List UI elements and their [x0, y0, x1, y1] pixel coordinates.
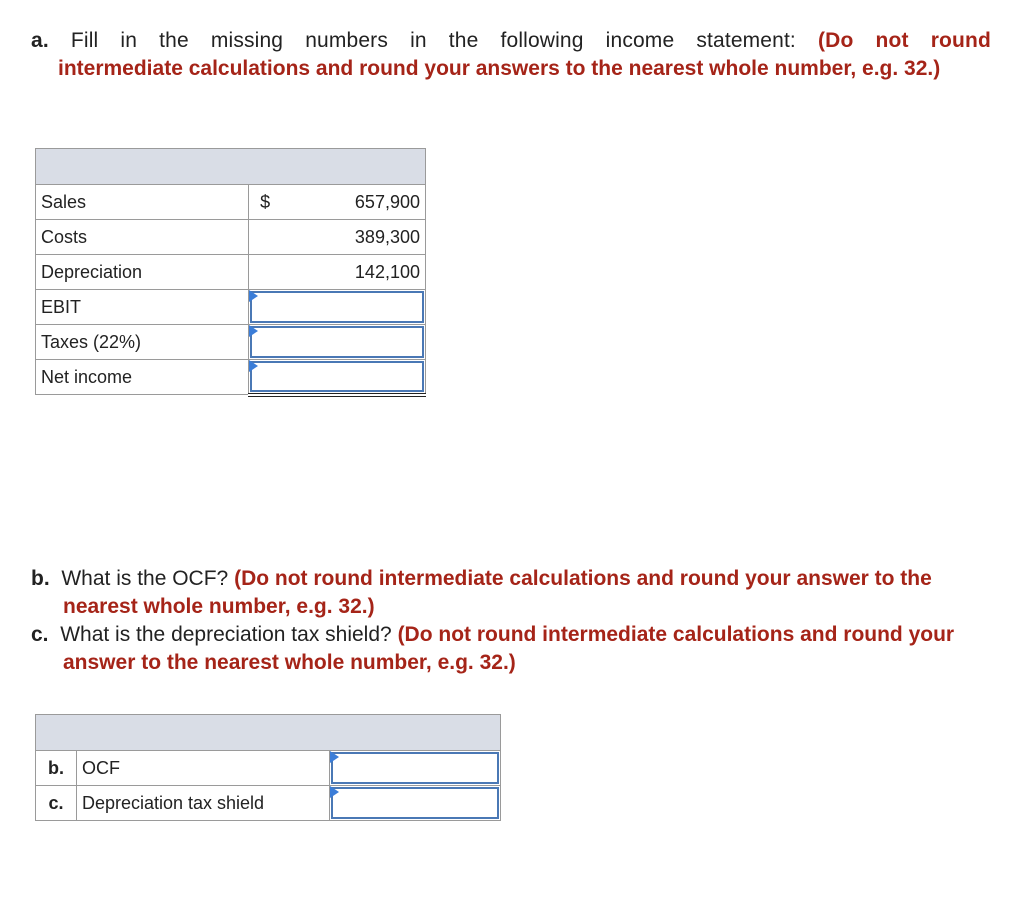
row-label: Depreciation: [36, 255, 249, 290]
row-value: 142,100: [281, 255, 426, 290]
tax-shield-input-box: [331, 787, 499, 819]
table-row-ocf: [36, 751, 501, 786]
table-header: [36, 715, 501, 751]
question-a-instruction-start: (Do not round: [818, 29, 991, 52]
row-label: OCF: [76, 751, 329, 786]
input-marker-icon: [330, 751, 339, 763]
row-label: Depreciation tax shield: [76, 786, 329, 821]
question-c: [31, 621, 971, 677]
currency-cell: [249, 220, 281, 255]
question-c-letter: c.: [31, 623, 49, 646]
question-b-letter: b.: [31, 567, 50, 590]
input-marker-icon: [330, 786, 339, 798]
row-value: 657,900: [281, 185, 426, 220]
answers-table: [35, 714, 501, 821]
question-c-block: [31, 621, 971, 677]
input-marker-icon: [249, 325, 258, 337]
input-marker-icon: [249, 360, 258, 372]
net-income-input-box: [250, 361, 424, 392]
question-a-letter: a.: [31, 29, 49, 52]
table-row-taxes: [36, 325, 426, 360]
question-a-line1: [31, 27, 991, 55]
table-header-cell: [36, 149, 426, 185]
tax-shield-input[interactable]: [333, 789, 497, 817]
taxes-input[interactable]: [252, 328, 422, 356]
question-a: [31, 27, 991, 83]
ebit-input[interactable]: [252, 293, 422, 321]
question-c-instruction: (Do not round intermediate calculations and round your answer to the nearest whole number, e.g. 32.): [63, 623, 955, 674]
question-b-text: What is the OCF?: [61, 567, 229, 590]
question-a-text: Fill in the missing numbers in the following income statement:: [70, 29, 796, 52]
ebit-input-box: [250, 291, 424, 323]
taxes-input-box: [250, 326, 424, 358]
ocf-input-box: [331, 752, 499, 784]
row-label: Net income: [36, 360, 249, 395]
ocf-input-cell: [329, 751, 500, 786]
row-label: Sales: [36, 185, 249, 220]
table-header-cell: [36, 715, 501, 751]
table-row-ebit: [36, 290, 426, 325]
ocf-input[interactable]: [333, 754, 497, 782]
input-marker-icon: [249, 290, 258, 302]
row-letter: c.: [36, 786, 77, 821]
taxes-input-cell: [249, 325, 426, 360]
tax-shield-input-cell: [329, 786, 500, 821]
table-row-net-income: [36, 360, 426, 395]
row-label: Taxes (22%): [36, 325, 249, 360]
table-row-tax-shield: [36, 786, 501, 821]
question-a-instruction: intermediate calculations and round your answers to the nearest whole number, e.g. 32.): [58, 57, 941, 80]
row-label: Costs: [36, 220, 249, 255]
row-value: 389,300: [281, 220, 426, 255]
table-header: [36, 149, 426, 185]
ebit-input-cell: [249, 290, 426, 325]
income-statement-table: [35, 148, 426, 397]
currency-cell: [249, 255, 281, 290]
table-row-costs: [36, 220, 426, 255]
row-letter: b.: [36, 751, 77, 786]
question-c-text: What is the depreciation tax shield?: [60, 623, 392, 646]
question-b-instruction: (Do not round intermediate calculations and round your answer to the nearest whole number, e.g. 32.): [63, 567, 932, 618]
net-income-input-cell: [249, 360, 426, 395]
net-income-input[interactable]: [252, 363, 422, 390]
question-b-block: [31, 565, 971, 621]
currency-symbol: $: [249, 185, 281, 220]
table-row-sales: [36, 185, 426, 220]
row-label: EBIT: [36, 290, 249, 325]
question-b: [31, 565, 971, 621]
table-row-depreciation: [36, 255, 426, 290]
